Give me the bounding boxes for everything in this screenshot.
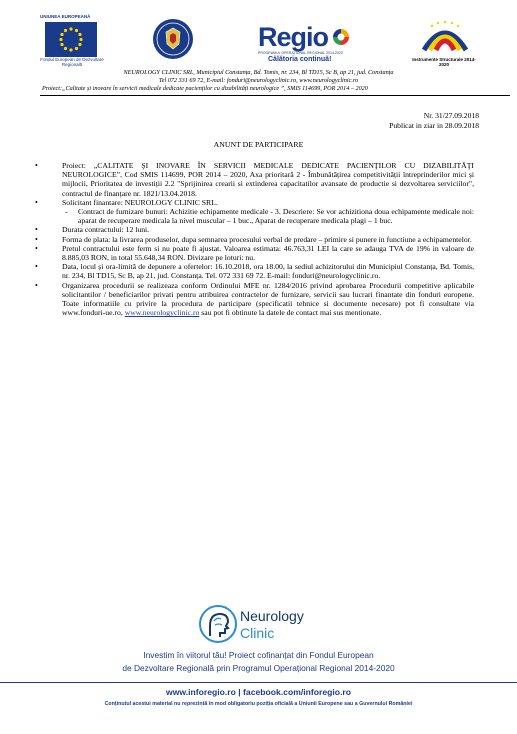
footer-divider <box>0 682 517 683</box>
list-item-payment: • Forma de plata: la livrarea produselor, dupa semnarea procesului verbal de predare – primire si punere in functiune a echipamentelor. <box>34 235 474 244</box>
document-number: Nr. 31/27.09.2018 <box>423 111 479 120</box>
announcement-body <box>34 161 474 317</box>
structural-instruments-logo-icon <box>418 20 472 56</box>
neurology-clinic-word-2: Clinic <box>240 625 275 641</box>
list-item-duration: • Durata contractului: 12 luni. <box>34 225 474 234</box>
document-title: ANUNT DE PARTICIPARE <box>213 140 304 149</box>
neurology-clinic-logo-icon <box>198 604 238 646</box>
regio-logo-word: Regio <box>258 22 329 52</box>
procedure-text-end: sau pot fi obtinute la datele de contact mai sus mentionate. <box>199 308 382 318</box>
list-item-project: • Proiect: „CALITATE ŞI INOVARE ÎN SERVICII MEDICALE DEDICATE PACIENŢILOR CU DIZABILITĂŢI NEUROLOGICE”, Cod SMIS 114699, POR 2014 – 2020, Axa prioritară 2 - Îmbunătățirea competitivității întreprinderilor mici și mijlocii, Prioritatea de investiții 2.2 "Sprijinirea crearii si extinderea capacitatilor avansate de productie si dezvoltarea serviciilor", contractul de finanțare nr. 1821/13.04.2018. <box>34 161 474 198</box>
footer-disclaimer: Conținutul acestui material nu reprezintă în mod obligatoriu poziția oficială a Uniunii Europene sau a Guvernului României <box>104 701 413 707</box>
regio-o-icon <box>331 27 351 47</box>
applicant-text: Solicitant finantare: NEUROLOGY CLINIC SRL. <box>62 197 218 207</box>
footer-links[interactable]: www.inforegio.ro | facebook.com/inforegio.ro <box>166 687 351 697</box>
footer-slogan-line-1: Investim în viitorul tău! Proiect cofinanțat din Fondul European <box>143 650 374 660</box>
list-item-deadline: • Data, locul și ora-limită de depunere a ofertelor: 16.10.2018, ora 18.00, la sediul achizitorului din Municipiul Constanța, Bd. Tomis, nr. 234, Bl TD15, Sc B, ap 21, jud. Constanța. Tel. 072 331 69 72. E-mail: fonduri@neurologyclinic.ro. <box>34 262 474 280</box>
clinic-address-line: NEUROLOGY CLINIC SRL, Municipiul Constanța, Bd. Tomis, nr. 234, Bl TD15, Sc B, ap 21, jud. Constanța <box>123 69 394 76</box>
neurology-clinic-word-1: Neurology <box>240 608 304 624</box>
clinic-contact-line: Tel 072 331 69 72, E-mail: fonduri@neurologyclinic.ro, www.neurologyclinic.ro <box>158 77 359 84</box>
header-divider <box>40 95 510 96</box>
footer-slogan-line-2: de Dezvoltare Regională prin Programul Operațional Regional 2014-2020 <box>122 663 395 673</box>
project-header-line: Proiect:„Calitate și inovare în servicii medicale dedicate pacienților cu dizabilități neurologice ”, SMIS 114699, POR 2014 – 2020 <box>42 85 368 92</box>
regio-logo-subtitle: PROGRAMUL OPERAȚIONAL REGIONAL 2014-2020 <box>258 51 343 55</box>
publication-date: Publicat in ziar in 28.09.2018 <box>389 121 479 130</box>
government-seal-icon <box>152 18 194 60</box>
eu-logo-title: UNIUNEA EUROPEANĂ <box>40 14 91 19</box>
list-item-contract: - Contract de furnizare bunuri: Achizitie echipamente medicale - 3. Descriere: Se vor achizitiona doua echipamente medicale noi: aparat de recuperare medicala la nivel muscular – 1 buc., Aparat de recuperare medicala plagi – 1 buc. <box>62 207 474 225</box>
list-item-applicant <box>34 198 474 226</box>
clinic-website-link[interactable]: www.neurologyclinic.ro <box>124 308 200 318</box>
eu-logo-caption: Fondul European de Dezvoltare Regională <box>40 57 104 67</box>
procedure-text: Organizarea procedurii se realizeaza conform Ordinului MFE nr. 1284/2016 privind aprobarea Procedurii competitive aplicabile solicitantilor / beneficiarilor privati pentru atribuirea contractelor de furnizare, servicii sau lucrari finantate din fonduri europene. Toate informatiile cu privire la procedura de participare (specificatii tehnice si documente necesare) pot fi consultate via www.fonduri-ue.ro, <box>62 280 474 318</box>
list-item-procedure <box>34 281 474 318</box>
regio-logo-tagline: Călătoria continuă! <box>268 56 332 63</box>
structural-instruments-caption: Instrumente Structurale 2014-2020 <box>412 57 476 67</box>
list-item-price: • Pretul contractului este ferm si nu poate fi ajustat. Valoarea estimata: 46.763,31 LEI la care se adauga TVA de 19% in valoare de 8.885,03 RON, in total 55.648,34 RON. Divizare pe loturi: nu. <box>34 244 474 262</box>
eu-flag-icon <box>45 22 97 57</box>
